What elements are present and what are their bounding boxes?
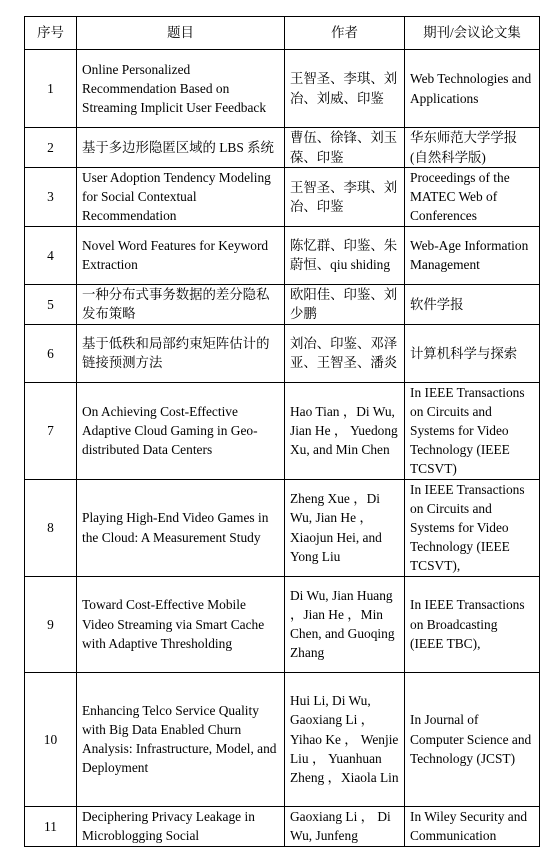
row-number: 1 (25, 50, 77, 128)
header-title: 题目 (77, 17, 285, 50)
header-venue: 期刊/会议论文集 (405, 17, 540, 50)
row-number: 9 (25, 576, 77, 672)
header-number: 序号 (25, 17, 77, 50)
row-number: 3 (25, 168, 77, 227)
table-row (25, 806, 540, 846)
paper-venue: Web-Age Information Management (405, 226, 540, 284)
paper-title: User Adoption Tendency Modeling for Social Contextual Recommendation (77, 168, 285, 227)
paper-title: Novel Word Features for Keyword Extraction (77, 226, 285, 284)
row-number: 10 (25, 672, 77, 806)
paper-title: Online Personalized Recommendation Based on Streaming Implicit User Feedback (77, 50, 285, 128)
paper-title: On Achieving Cost-Effective Adaptive Cloud Gaming in Geo-distributed Data Centers (77, 382, 285, 479)
paper-authors: 欧阳佳、印鉴、刘少鹏 (285, 284, 405, 324)
paper-venue: 计算机科学与探索 (405, 324, 540, 382)
table-row (25, 128, 540, 168)
header-authors: 作者 (285, 17, 405, 50)
row-number: 11 (25, 806, 77, 846)
publication-table (24, 16, 540, 847)
paper-title: Playing High-End Video Games in the Cloud: A Measurement Study (77, 479, 285, 576)
paper-authors: Di Wu, Jian Huang ，Jian He ，Min Chen, and Guoqing Zhang (285, 576, 405, 672)
table-row (25, 284, 540, 324)
table-row (25, 382, 540, 479)
paper-authors: Hao Tian ，Di Wu, Jian He ， Yuedong Xu, and Min Chen (285, 382, 405, 479)
paper-authors: 刘冶、印鉴、邓泽亚、王智圣、潘炎 (285, 324, 405, 382)
paper-title: Deciphering Privacy Leakage in Microblogging Social (77, 806, 285, 846)
table-row (25, 672, 540, 806)
paper-authors: Hui Li, Di Wu, Gaoxiang Li ， Yihao Ke ， Wenjie Liu ， Yuanhuan Zheng ，Xiaola Lin (285, 672, 405, 806)
table-row (25, 576, 540, 672)
paper-title: 基于多边形隐匿区域的 LBS 系统 (77, 128, 285, 168)
paper-venue: 软件学报 (405, 284, 540, 324)
paper-authors: Gaoxiang Li ， Di Wu, Junfeng (285, 806, 405, 846)
paper-venue: In IEEE Transactions on Broadcasting (IEEE TBC), (405, 576, 540, 672)
row-number: 6 (25, 324, 77, 382)
table-header-row (25, 17, 540, 50)
row-number: 4 (25, 226, 77, 284)
paper-title: 一种分布式事务数据的差分隐私发布策略 (77, 284, 285, 324)
paper-venue: In IEEE Transactions on Circuits and Systems for Video Technology (IEEE TCSVT), (405, 479, 540, 576)
row-number: 7 (25, 382, 77, 479)
paper-venue: 华东师范大学学报(自然科学版) (405, 128, 540, 168)
paper-venue: Proceedings of the MATEC Web of Conferences (405, 168, 540, 227)
paper-venue: In Wiley Security and Communication (405, 806, 540, 846)
paper-authors: 曹伍、徐锋、刘玉葆、印鉴 (285, 128, 405, 168)
paper-authors: 王智圣、李琪、刘冶、印鉴 (285, 168, 405, 227)
paper-venue: In Journal of Computer Science and Technology (JCST) (405, 672, 540, 806)
row-number: 5 (25, 284, 77, 324)
table-row (25, 324, 540, 382)
paper-title: 基于低秩和局部约束矩阵估计的链接预测方法 (77, 324, 285, 382)
table-row (25, 226, 540, 284)
paper-venue: In IEEE Transactions on Circuits and Systems for Video Technology (IEEE TCSVT) (405, 382, 540, 479)
paper-authors: 王智圣、李琪、刘冶、刘威、印鉴 (285, 50, 405, 128)
paper-authors: Zheng Xue ，Di Wu, Jian He ， Xiaojun Hei, and Yong Liu (285, 479, 405, 576)
table-row (25, 50, 540, 128)
row-number: 2 (25, 128, 77, 168)
paper-title: Enhancing Telco Service Quality with Big Data Enabled Churn Analysis: Infrastructure, Model, and Deployment (77, 672, 285, 806)
paper-authors: 陈忆群、印鉴、朱蔚恒、qiu shiding (285, 226, 405, 284)
table-row (25, 479, 540, 576)
row-number: 8 (25, 479, 77, 576)
paper-venue: Web Technologies and Applications (405, 50, 540, 128)
table-row (25, 168, 540, 227)
paper-title: Toward Cost-Effective Mobile Video Streaming via Smart Cache with Adaptive Thresholding (77, 576, 285, 672)
